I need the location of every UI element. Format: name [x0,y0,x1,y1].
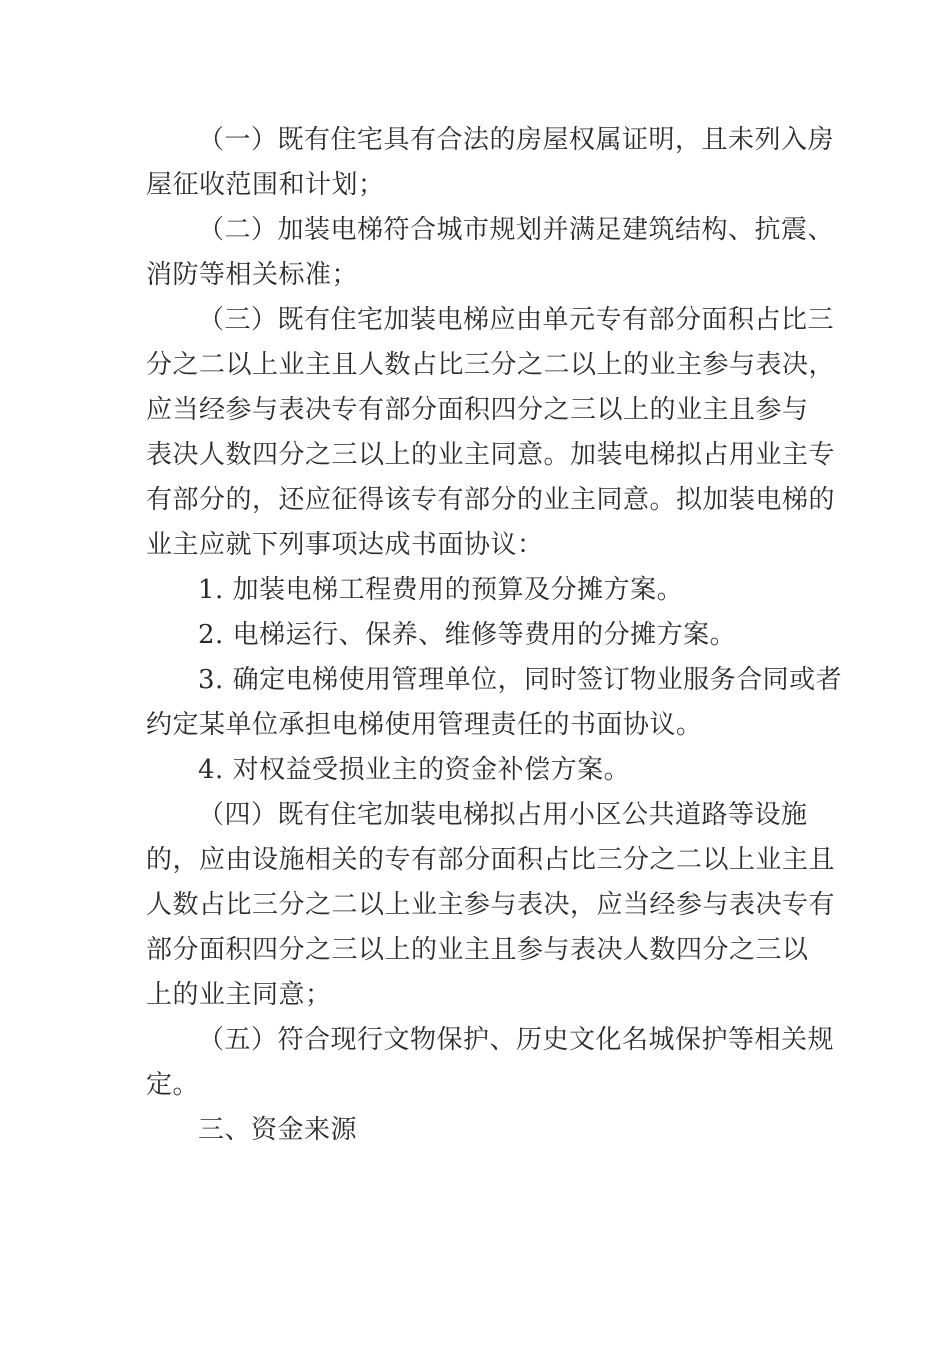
text-line: 上的业主同意； [146,980,332,1010]
list-item: 3. 确定电梯使用管理单位，同时签订物业服务合同或者 [198,665,843,695]
text-line: 屋征收范围和计划； [146,170,385,200]
text-line: 消防等相关标准； [146,260,359,290]
text-line: 部分面积四分之三以上的业主且参与表决人数四分之三以 [146,935,809,965]
text-line: 的，应由设施相关的专有部分面积占比三分之二以上业主且 [146,845,836,875]
list-item: 2. 电梯运行、保养、维修等费用的分摊方案。 [198,620,737,650]
text-line: 应当经参与表决专有部分面积四分之三以上的业主且参与 [146,395,809,425]
section-heading: 三、资金来源 [198,1115,358,1145]
text-line: 业主应就下列事项达成书面协议： [146,530,544,560]
text-line: （五）符合现行文物保护、历史文化名城保护等相关规 [198,1025,835,1055]
text-line: 人数占比三分之二以上业主参与表决，应当经参与表决专有 [146,890,836,920]
text-line: 分之二以上业主且人数占比三分之二以上的业主参与表决， [146,350,836,380]
text-line: 定。 [146,1070,200,1100]
text-line: 有部分的，还应征得该专有部分的业主同意。拟加装电梯的 [146,485,836,515]
text-line: （二）加装电梯符合城市规划并满足建筑结构、抗震、 [198,215,835,245]
text-line: （一）既有住宅具有合法的房屋权属证明，且未列入房 [198,125,835,155]
list-item: 1. 加装电梯工程费用的预算及分摊方案。 [198,575,684,605]
text-line: 表决人数四分之三以上的业主同意。加装电梯拟占用业主专 [146,440,836,470]
text-line: （三）既有住宅加装电梯应由单元专有部分面积占比三 [198,305,835,335]
text-line: 约定某单位承担电梯使用管理责任的书面协议。 [146,710,703,740]
list-item: 4. 对权益受损业主的资金补偿方案。 [198,755,631,785]
text-line: （四）既有住宅加装电梯拟占用小区公共道路等设施 [198,800,808,830]
